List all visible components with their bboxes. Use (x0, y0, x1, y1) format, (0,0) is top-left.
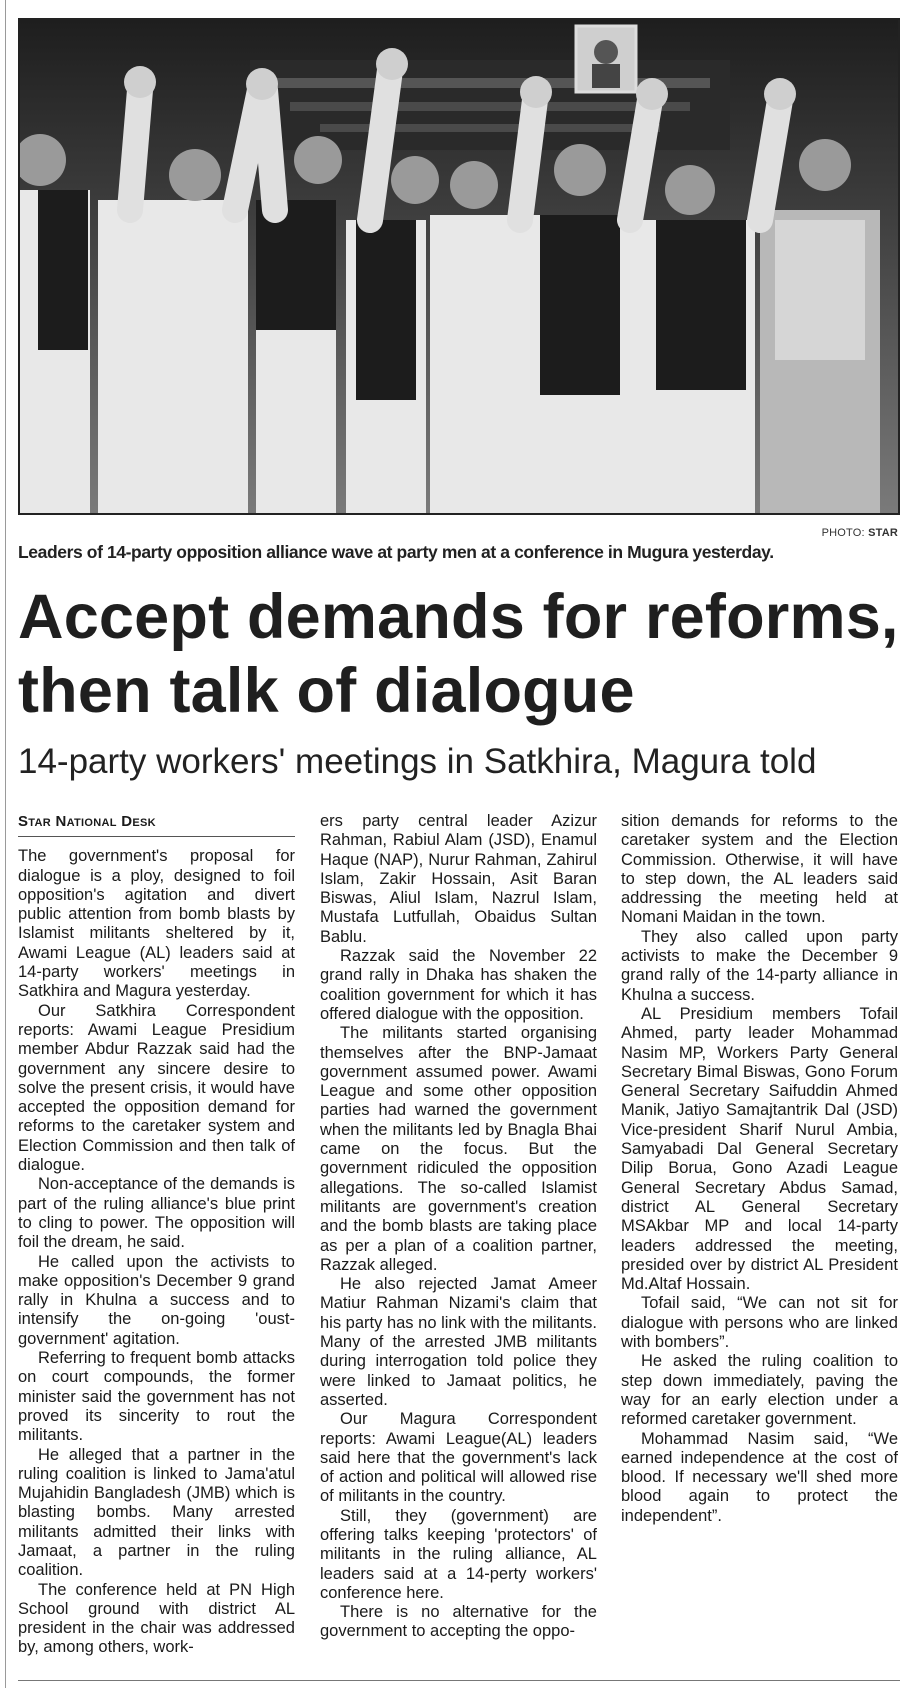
photo-illustration (20, 20, 898, 513)
photo-credit (822, 527, 898, 539)
paragraph: Tofail said, “We can not sit for dialogue with persons who are linked with bombers”. (621, 1294, 898, 1352)
paragraph: AL Presidium members Tofail Ahmed, party leader Mohammad Nasim MP, Workers Party General Secretary Bimal Biswas, Gono Forum General Secretary Saifuddin Ahmed Manik, Jatiyo Samajtantrik Dal (JSD) Vice-president Sharif Nurul Ambia, Samyabadi Dal General Secretary Dilip Borua, Gono Azadi League General Secretary Abdus Samad, district AL General Secretary MSAkbar MP and local 14-party leaders addressed the meeting, presided over by district AL President Md.Altaf Hossain. (621, 1004, 898, 1294)
paragraph: Razzak said the November 22 grand rally in Dhaka has shaken the coalition government for which it has offered dialogue with the opposition. (320, 947, 597, 1023)
paragraph: The conference held at PN High School ground with district AL president in the chair was addressed by, among others, work- (18, 1580, 295, 1657)
paragraph: Our Magura Correspondent reports: Awami League(AL) leaders said here that the government's lack of action and political will allowed rise of militants in the country. (320, 1410, 597, 1506)
paragraph: Non-acceptance of the demands is part of the ruling alliance's blue print to cling to power. The opposition will foil the dream, he said. (18, 1175, 295, 1252)
photo-credit-source: STAR (868, 527, 898, 539)
subheadline: 14-party workers' meetings in Satkhira, Magura told (18, 742, 817, 781)
paragraph: Our Satkhira Correspondent reports: Awami League Presidium member Abdur Razzak said had the government any sincere desire to solve the present crisis, it would have accepted the opposition demand for reforms to the caretaker system and Election Commission and then talk of dialogue. (18, 1001, 295, 1175)
paragraph: Mohammad Nasim said, “We earned independence at the cost of blood. If necessary we'll shed more blood again to protect the independent”. (621, 1429, 898, 1525)
headline-line-2: then talk of dialogue (18, 656, 635, 726)
article-column-2 (320, 812, 597, 1672)
news-photo (18, 18, 900, 515)
article-column-3 (621, 812, 898, 1672)
page-left-rule (5, 0, 6, 1688)
paragraph: He asked the ruling coalition to step down immediately, paving the way for an early election under a reformed caretaker government. (621, 1352, 898, 1429)
paragraph: The government's proposal for dialogue is a ploy, designed to foil opposition's agitation and divert public attention from bomb blasts by Islamist militants sheltered by it, Awami League (AL) leaders said at 14-party workers' meetings in Satkhira and Magura yesterday. (18, 847, 295, 1001)
headline (18, 580, 908, 728)
paragraph: He alleged that a partner in the ruling coalition is linked to Jama'atul Mujahidin Bangladesh (JMB) which is blasting bombs. Many arrested militants admitted their links with Jamaat, a partner in the ruling coalition. (18, 1445, 295, 1580)
paragraph: He called upon the activists to make opposition's December 9 grand rally in Khulna a success and to intensify the on-going 'oust-government' agitation. (18, 1252, 295, 1348)
paragraph: There is no alternative for the government to accepting the oppo- (320, 1603, 597, 1641)
paragraph: ers party central leader Azizur Rahman, Rabiul Alam (JSD), Enamul Haque (NAP), Nurur Rahman, Zahirul Islam, Zakir Hossain, Asit Baran Biswas, Aliul Islam, Nazrul Islam, Mustafa Lutfullah, Obaidus Sultan Bablu. (320, 812, 597, 946)
paragraph: The militants started organising themselves after the BNP-Jamaat government assumed power. Awami League and some other opposition parties had warned the government when the militants led by Bnagla Bhai came on the focus. But the government ridiculed the opposition allegations. The so-called Islamist militants are government's creation and the bomb blasts are taking place as per a plan of a coalition partner, Razzak alleged. (320, 1024, 597, 1274)
paragraph: They also called upon party activists to make the December 9 grand rally of the 14-party alliance in Khulna a success. (621, 927, 898, 1004)
paragraph: Still, they (government) are offering talks keeping 'protectors' of militants in the ruling alliance, AL leaders said at a 14-perty workers' conference here. (320, 1506, 597, 1602)
bottom-rule (18, 1680, 900, 1681)
article-column-1 (18, 812, 295, 1672)
headline-line-1: Accept demands for reforms, (18, 582, 899, 652)
paragraph: sition demands for reforms to the caretaker system and the Election Commission. Otherwise, it will have to step down, the AL leaders said addressing the meeting held at Nomani Maidan in the town. (621, 812, 898, 927)
paragraph: He also rejected Jamat Ameer Matiur Rahman Nizami's claim that his party has no link with the militants. Many of the arrested JMB militants during interrogation told police they were linked to Jamaat politics, he asserted. (320, 1275, 597, 1409)
photo-credit-prefix: PHOTO: (821, 527, 869, 539)
byline: Star National Desk (18, 812, 295, 837)
paragraph: Referring to frequent bomb attacks on court compounds, the former minister said the government has not proved its sincerity to rout the militants. (18, 1349, 295, 1445)
photo-caption: Leaders of 14-party opposition alliance wave at party men at a conference in Mugura yesterday. (18, 542, 774, 562)
